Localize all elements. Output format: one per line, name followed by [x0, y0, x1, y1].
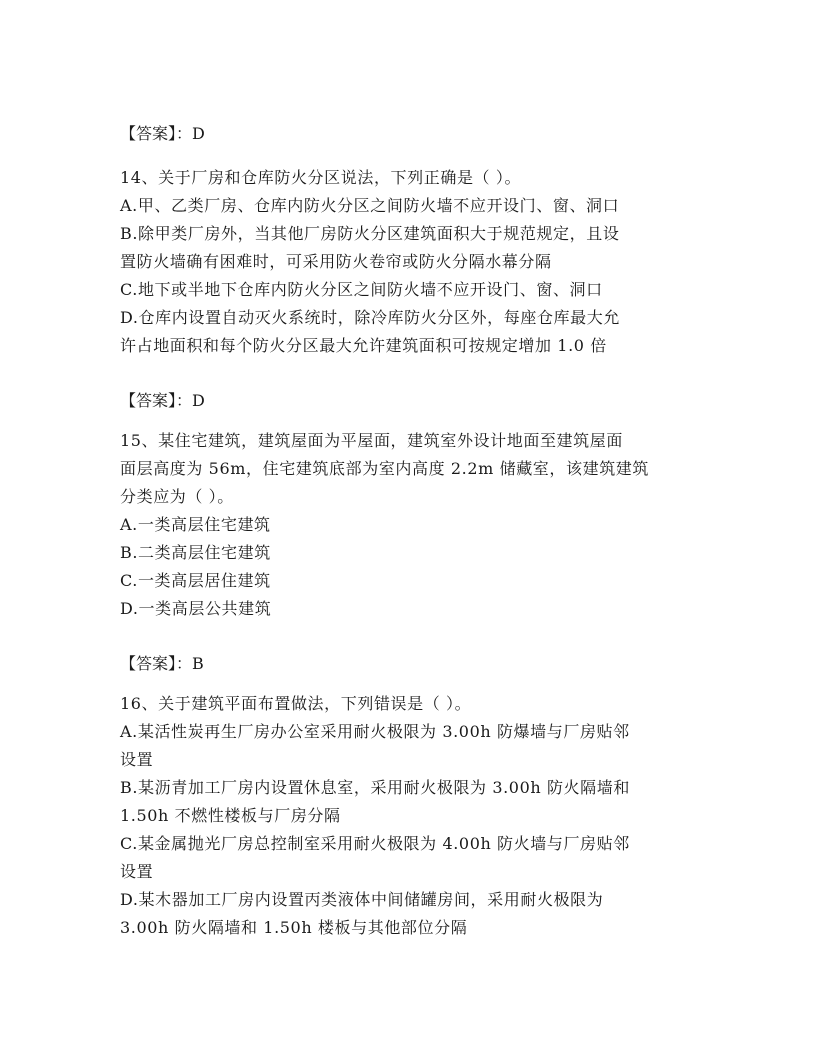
option-a-line-1: A.某活性炭再生厂房办公室采用耐火极限为 3.00h 防爆墙与厂房贴邻: [120, 722, 630, 741]
answer-label: 【答案】：B: [120, 654, 204, 673]
option-c-line-1: C.某金属抛光厂房总控制室采用耐火极限为 4.00h 防火墙与厂房贴邻: [120, 834, 630, 853]
answer-label: 【答案】：D: [120, 124, 205, 143]
option-a-line-2: 设置: [120, 750, 154, 769]
answer-block-15: [120, 650, 700, 678]
question-stem-line-3: 分类应为（ ）。: [120, 487, 234, 506]
option-d-line-1: D.仓库内设置自动灭火系统时，除冷库防火分区外，每座仓库最大允: [120, 308, 620, 327]
option-b: B.二类高层住宅建筑: [120, 543, 271, 562]
question-15: [120, 427, 700, 623]
option-c: C.一类高层居住建筑: [120, 571, 271, 590]
question-stem-line-1: 15、某住宅建筑，建筑屋面为平屋面，建筑室外设计地面至建筑屋面: [120, 431, 623, 450]
option-b-line-1: B.某沥青加工厂房内设置休息室，采用耐火极限为 3.00h 防火隔墙和: [120, 778, 630, 797]
option-d-line-1: D.某木器加工厂房内设置丙类液体中间储罐房间，采用耐火极限为: [120, 890, 604, 909]
option-d-line-2: 3.00h 防火隔墙和 1.50h 楼板与其他部位分隔: [120, 918, 468, 937]
option-a: A.甲、乙类厂房、仓库内防火分区之间防火墙不应开设门、窗、洞口: [120, 196, 620, 215]
question-stem: 14、关于厂房和仓库防火分区说法，下列正确是（ ）。: [120, 168, 522, 187]
option-c: C.地下或半地下仓库内防火分区之间防火墙不应开设门、窗、洞口: [120, 280, 603, 299]
option-d: D.一类高层公共建筑: [120, 599, 272, 618]
question-stem: 16、关于建筑平面布置做法，下列错误是（ ）。: [120, 694, 472, 713]
option-b-line-2: 置防火墙确有困难时，可采用防火卷帘或防火分隔水幕分隔: [120, 252, 552, 271]
option-c-line-2: 设置: [120, 862, 154, 881]
option-a: A.一类高层住宅建筑: [120, 515, 271, 534]
answer-block-13: [120, 120, 700, 148]
answer-label: 【答案】：D: [120, 391, 205, 410]
question-16: [120, 690, 700, 942]
question-stem-line-2: 面层高度为 56m，住宅建筑底部为室内高度 2.2m 储藏室，该建筑建筑: [120, 459, 650, 478]
option-b-line-2: 1.50h 不燃性楼板与厂房分隔: [120, 806, 341, 825]
option-d-line-2: 许占地面积和每个防火分区最大允许建筑面积可按规定增加 1.0 倍: [120, 336, 607, 355]
option-b-line-1: B.除甲类厂房外，当其他厂房防火分区建筑面积大于规范规定，且设: [120, 224, 620, 243]
question-14: [120, 164, 700, 360]
answer-block-14: [120, 387, 700, 415]
